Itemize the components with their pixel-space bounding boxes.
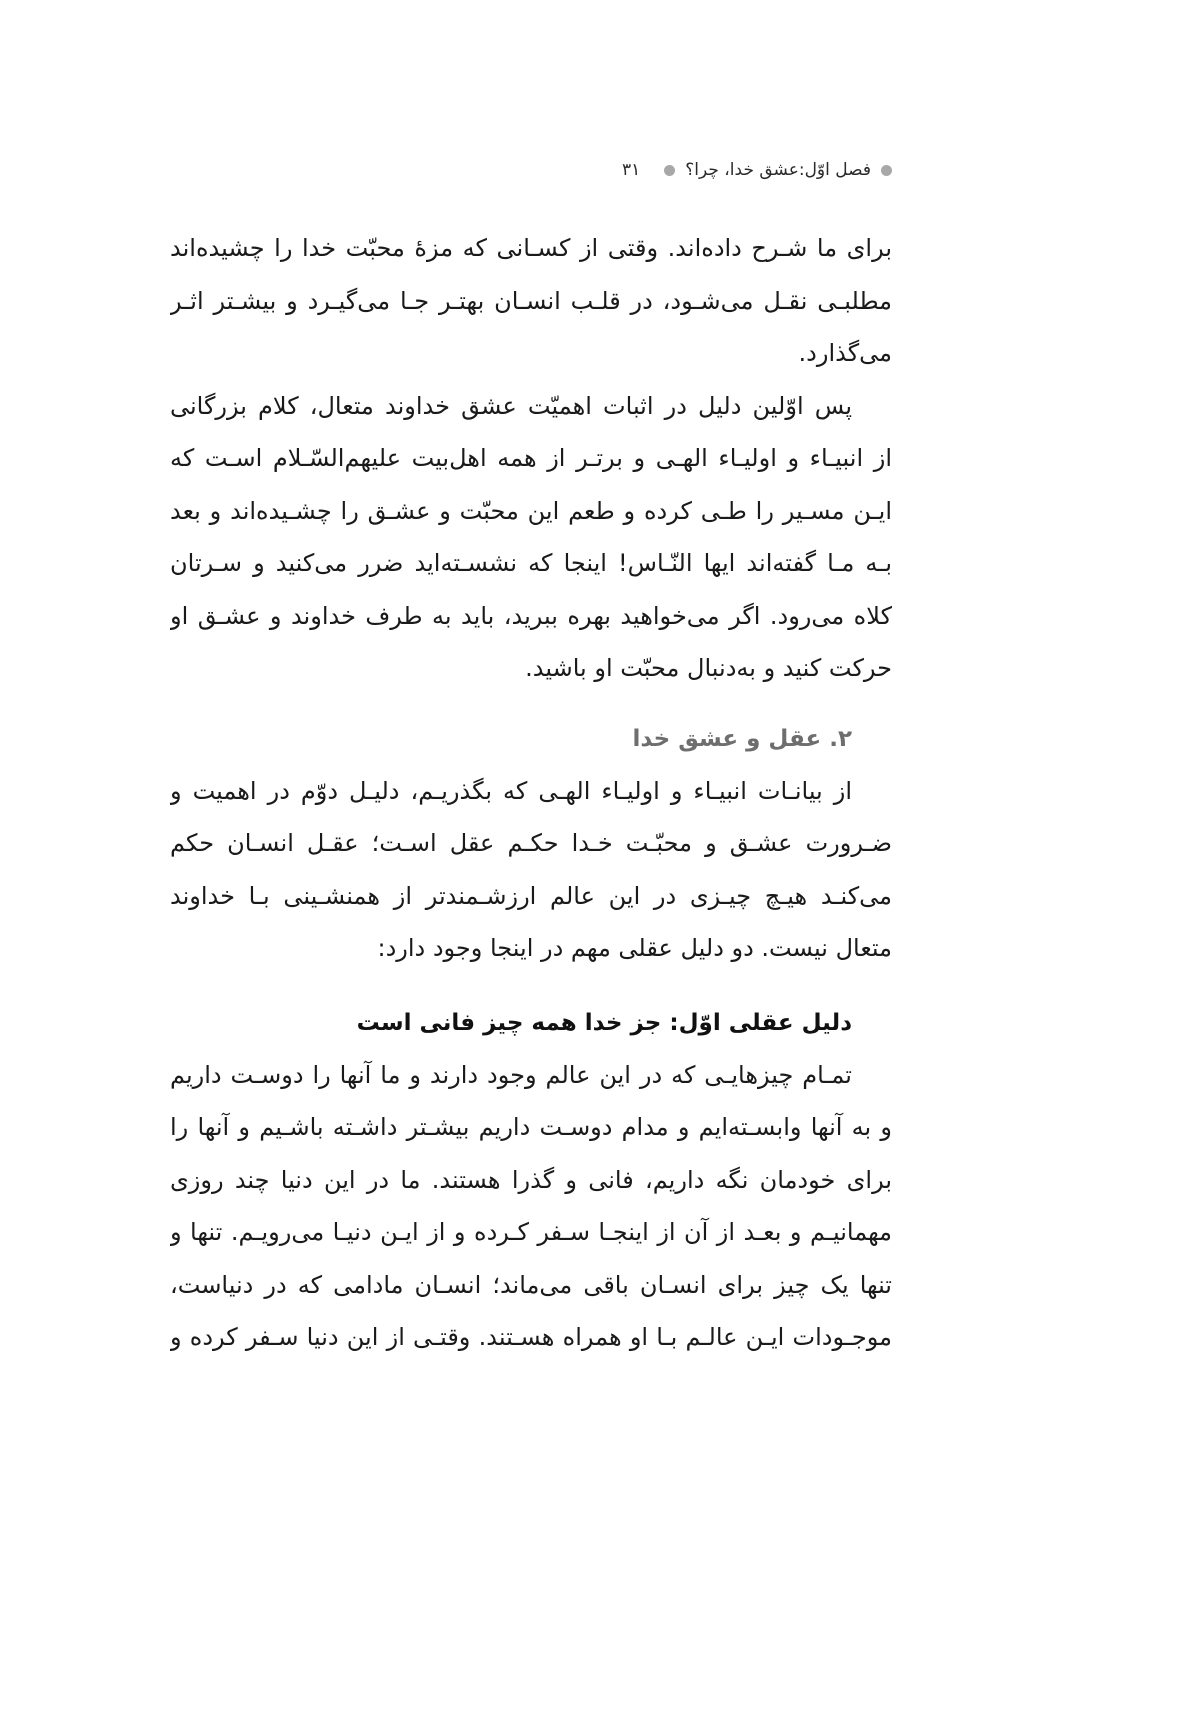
text-line: حرکت کنید و به‌دنبال محبّت او باشید.: [525, 654, 892, 682]
text-line: کلاه می‌رود. اگر می‌خواهید بهره ببرید، باید به طرف خداوند و عشـق او: [170, 601, 892, 630]
text-line: می‌کنـد هیـچ چیـزی در این عالم ارزشـمندتر از همنشـینی بـا خداوند: [170, 881, 892, 910]
text-line: تمـام چیزهایـی که در این عالم وجود دارند و ما آنها را دوسـت داریم: [170, 1060, 852, 1089]
text-line: و به آنها وابسـته‌ایم و مدام دوسـت داریم بیشـتر داشـته باشـیم و آنها را: [170, 1113, 892, 1141]
text-line: ضـرورت عشـق و محبّـت خـدا حکـم عقل اسـت؛ عقـل انسـان حکم: [170, 829, 892, 857]
text-line: مطلبـی نقـل می‌شـود، در قلـب انسـان بهتـر جـا می‌گیـرد و بیشـتر اثـر: [170, 286, 892, 315]
text-line: بـه مـا گفته‌اند ایها النّـاس! اینجا که نشسـته‌اید ضرر می‌کنید و سـرتان: [170, 549, 892, 577]
text-line: ایـن مسـیر را طـی کرده و طعم این محبّت و عشـق را چشـیده‌اند و بعد: [170, 496, 892, 525]
text-line: برای ما شـرح داده‌اند. وقتی از کسـانی که مزهٔ محبّت خدا را چشیده‌اند: [170, 234, 892, 262]
subsection-heading: دلیل عقلی اوّل: جز خدا همه چیز فانی است: [356, 1009, 852, 1036]
text-line: می‌گذارد.: [798, 339, 892, 367]
paragraph: [170, 1049, 892, 1364]
text-line: برای خودمان نگه داریم، فانی و گذرا هستند. ما در این دنیا چند روزی: [170, 1165, 892, 1194]
paragraph: [170, 765, 892, 975]
section-heading: ۲. عقل و عشق خدا: [632, 725, 852, 752]
text-line: موجـودات ایـن عالـم بـا او همراه هسـتند. وقتـی از این دنیا سـفر کرده و: [170, 1323, 892, 1351]
bullet-dot-icon: [881, 165, 892, 176]
text-line: تنها یک چیز برای انسـان باقی می‌ماند؛ انسـان مادامی که در دنیاست،: [170, 1270, 892, 1299]
text-line: مهمانیـم و بعـد از آن از اینجـا سـفر کـرده و از ایـن دنیـا می‌رویـم. تنها و: [170, 1218, 892, 1246]
text-line: از انبیـاء و اولیـاء الهـی و برتـر از همه اهل‌بیت علیهم‌السّـلام اسـت که: [170, 444, 892, 472]
paragraph: [170, 222, 892, 380]
text-line: متعال نیست. دو دلیل عقلی مهم در اینجا وجود دارد:: [377, 934, 892, 962]
paragraph: [170, 380, 892, 695]
body-text: [170, 222, 892, 1364]
page-number: ۳۱: [622, 160, 641, 180]
text-line: پس اوّلین دلیل در اثبات اهمیّت عشق خداوند متعال، کلام بزرگانی: [170, 391, 852, 420]
bullet-dot-icon: [664, 165, 675, 176]
chapter-title: فصل اوّل:عشق خدا، چرا؟: [685, 160, 871, 180]
running-header: [170, 155, 892, 185]
text-line: از بیانـات انبیـاء و اولیـاء الهـی که بگذریـم، دلیـل دوّم در اهمیت و: [170, 776, 852, 805]
